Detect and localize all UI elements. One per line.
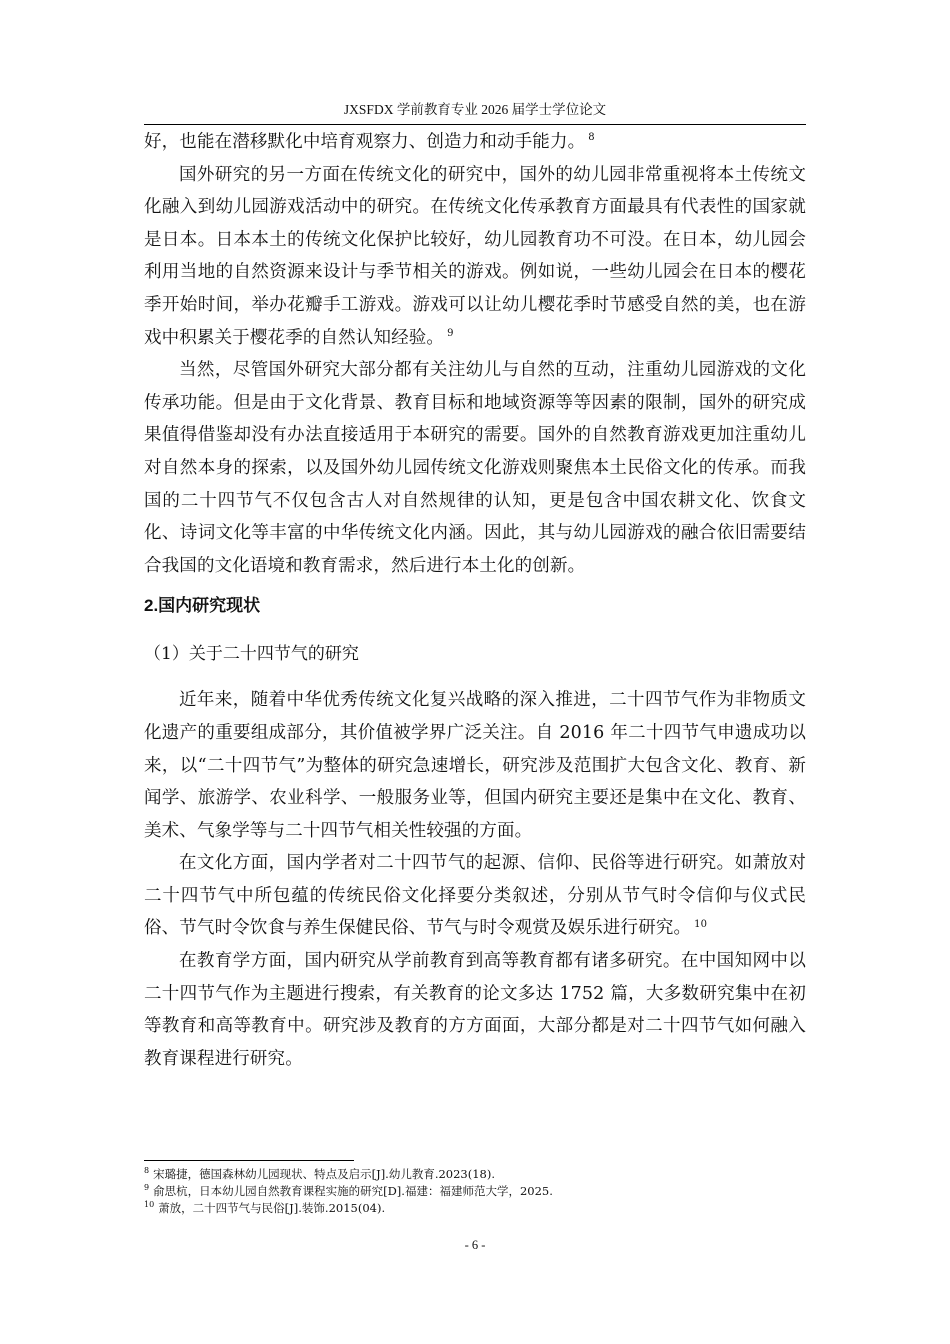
running-header: JXSFDX 学前教育专业 2026 届学士学位论文 xyxy=(343,102,607,117)
paragraph xyxy=(144,684,806,847)
paragraph-text: 国外研究的另一方面在传统文化的研究中，国外的幼儿园非常重视将本土传统文化融入到幼儿园游戏活动中的研究。在传统文化传承教育方面最具有代表性的国家就是日本。日本本土的传统文化保护比较好，幼儿园教育功不可没。在日本，幼儿园会利用当地的自然资源来设计与季节相关的游戏。例如说，一些幼儿园会在日本的樱花季开始时间，举办花瓣手工游戏。游戏可以让幼儿樱花季时节感受自然的美，也在游戏中积累关于樱花季的自然认知经验。 xyxy=(144,164,806,348)
paragraph xyxy=(144,126,806,159)
body-text xyxy=(144,126,806,1075)
footnote xyxy=(144,1200,806,1217)
footnote-text: 俞思杭，日本幼儿园自然教育课程实施的研究[D].福建：福建师范大学，2025. xyxy=(153,1184,553,1198)
paragraph-text: 当然，尽管国外研究大部分都有关注幼儿与自然的互动，注重幼儿园游戏的文化传承功能。但是由于文化背景、教育目标和地域资源等等因素的限制，国外的研究成果值得借鉴却没有办法直接适用于本研究的需要。国外的自然教育游戏更加注重幼儿对自然本身的探索，以及国外幼儿园传统文化游戏则聚焦本土民俗文化的传承。而我国的二十四节气不仅包含古人对自然规律的认知，更是包含中国农耕文化、饮食文化、诗词文化等丰富的中华传统文化内涵。因此，其与幼儿园游戏的融合依旧需要结合我国的文化语境和教育需求，然后进行本土化的创新。 xyxy=(144,360,806,576)
footnote-ref: 8 xyxy=(588,132,595,144)
footnote-text: 萧放，二十四节气与民俗[J].装饰.2015(04). xyxy=(158,1201,386,1215)
footnote xyxy=(144,1166,806,1183)
footnote-ref: 9 xyxy=(447,327,454,339)
section-heading: 2.国内研究现状 xyxy=(144,596,261,616)
header-rule xyxy=(144,124,806,125)
footnotes xyxy=(144,1166,806,1217)
footnote-number: 8 xyxy=(144,1166,150,1176)
footnote xyxy=(144,1183,806,1200)
footnote-number: 9 xyxy=(144,1183,150,1193)
subsection-heading: （1）关于二十四节气的研究 xyxy=(144,644,359,665)
footnote-ref: 10 xyxy=(694,918,708,930)
paragraph-text: 近年来，随着中华优秀传统文化复兴战略的深入推进，二十四节气作为非物质文化遗产的重要组成部分，其价值被学界广泛关注。自 2016 年二十四节气申遗成功以来，以“二十四节气”为整体的研究急速增长，研究涉及范围扩大包含文化、教育、新闻学、旅游学、农业科学、一般服务业等，但国内研究主要还是集中在文化、教育、美术、气象学等与二十四节气相关性较强的方面。 xyxy=(144,690,806,841)
paragraph-text: 在教育学方面，国内研究从学前教育到高等教育都有诸多研究。在中国知网中以二十四节气作为主题进行搜索，有关教育的论文多达 1752 篇，大多数研究集中在初等教育和高等教育中。研究涉及教育的方方面面，大部分都是对二十四节气如何融入教育课程进行研究。 xyxy=(144,951,806,1069)
paragraph xyxy=(144,945,806,1075)
footnote-number: 10 xyxy=(144,1200,155,1210)
paragraph xyxy=(144,354,806,582)
footnote-text: 宋璐捷，德国森林幼儿园现状、特点及启示[J].幼儿教育.2023(18). xyxy=(153,1167,496,1181)
paragraph-text: 好，也能在潜移默化中培育观察力、创造力和动手能力。 xyxy=(144,132,586,152)
footnote-separator xyxy=(144,1160,354,1161)
paragraph xyxy=(144,847,806,945)
page-number: - 6 - xyxy=(464,1238,486,1252)
paragraph xyxy=(144,159,806,355)
paragraph-text: 在文化方面，国内学者对二十四节气的起源、信仰、民俗等进行研究。如萧放对二十四节气中所包蕴的传统民俗文化择要分类叙述，分别从节气时令信仰与仪式民俗、节气时令饮食与养生保健民俗、节气与时令观赏及娱乐进行研究。 xyxy=(144,853,806,939)
